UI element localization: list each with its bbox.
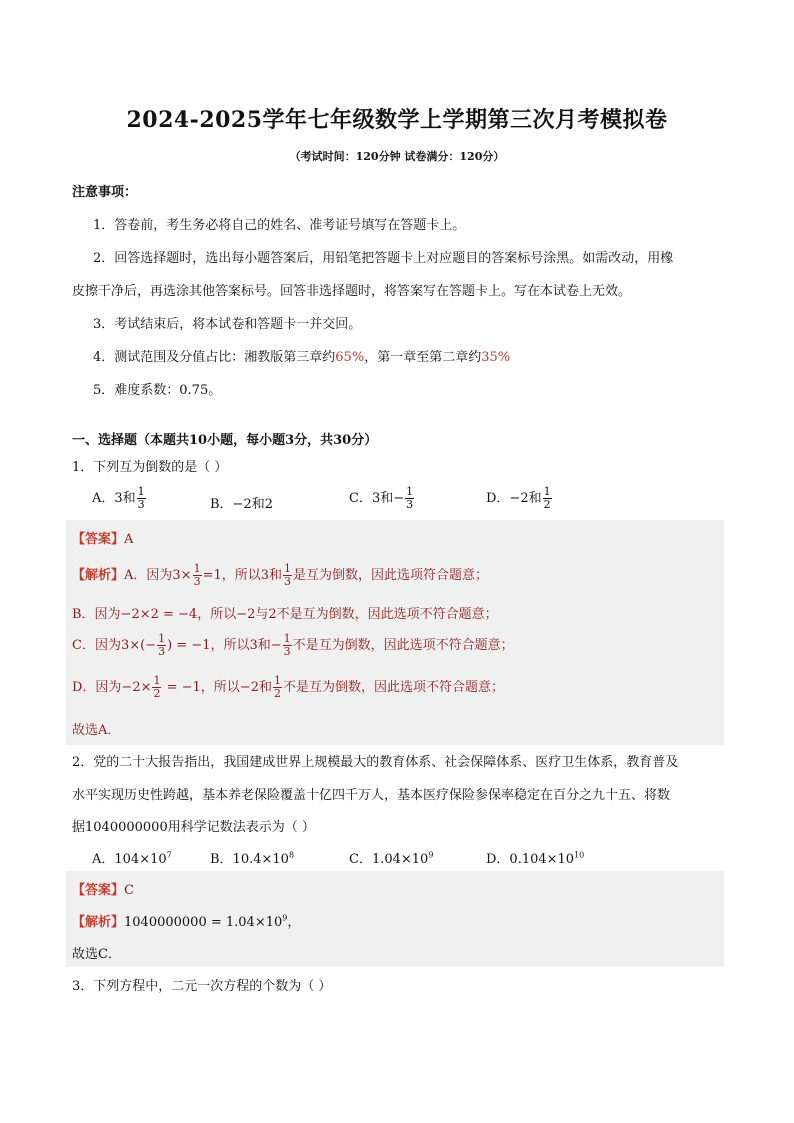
q2-option-b: B．$10.4\times 10^8$: [210, 850, 295, 867]
fraction: $\frac{1}{3}$: [284, 562, 292, 588]
q3-stem: 3．下列方程中，二元一次方程的个数为（ ）: [72, 979, 332, 994]
fraction: $\frac{1}{2}$: [273, 674, 281, 700]
q1-conclusion: 故选A．: [72, 723, 121, 738]
fraction: $\frac{1}{2}$: [153, 674, 161, 700]
fraction: $\frac{1}{3}$: [158, 632, 166, 658]
q2-answer: 【答案】C: [72, 883, 134, 898]
q1-stem: 1．下列互为倒数的是（ ）: [72, 460, 228, 475]
fraction: $\frac{1}{3}$: [193, 562, 201, 588]
q2-stem-line-2: 水平实现历史性跨越，基本养老保险覆盖十亿四千万人，基本医疗保险参保率稳定在百分之九十五、将数: [72, 788, 671, 803]
q1-option-d: D．−2和 $\frac{1}{2}$: [486, 485, 551, 511]
q2-stem-line-3: 据1040000000用科学记数法表示为（ ）: [72, 820, 315, 835]
percent-ch1-2: 35%: [481, 350, 511, 365]
fraction: $\frac{1}{3}$: [283, 632, 291, 658]
fraction: $\frac{1}{2}$: [543, 485, 551, 511]
q1-analysis-line-2: B．因为−2×2 = −4，所以−2与2不是互为倒数，因此选项不符合题意；: [72, 607, 498, 622]
notice-item-1: 1．答卷前，考生务必将自己的姓名、准考证号填写在答题卡上。: [93, 218, 466, 233]
fraction: $\frac{1}{3}$: [406, 485, 414, 511]
notice-item-4: 4．测试范围及分值占比：湘教版第三章约65%，第一章至第二章约35%: [93, 350, 511, 365]
percent-ch3: 65%: [335, 350, 365, 365]
notice-item-3: 3．考试结束后，将本试卷和答题卡一并交回。: [93, 317, 362, 332]
q2-option-a: A．$104\times 10^7$: [92, 850, 172, 867]
q1-option-a: A．3和 $\frac{1}{3}$: [92, 485, 145, 511]
q1-analysis-line-1: 【解析】A．因为3× $\frac{1}{3}$ =1，所以3和 $\frac{1}{3}$ 是互为倒数，因此选项符合题意；: [72, 562, 489, 588]
fraction: $\frac{1}{3}$: [137, 485, 145, 511]
page-title: 2024-2025学年七年级数学上学期第三次月考模拟卷: [126, 107, 668, 133]
section-heading: 一、选择题（本题共10小题，每小题3分，共30分）: [72, 433, 378, 448]
notice-heading: 注意事项：: [72, 185, 138, 200]
q2-option-d: D．$0.104\times 10^{10}$: [486, 850, 585, 867]
q1-option-c: C．3和− $\frac{1}{3}$: [349, 485, 414, 511]
notice-item-2-cont: 皮擦干净后，再选涂其他答案标号。回答非选择题时，将答案写在答题卡上。写在本试卷上无效。: [72, 284, 632, 299]
q1-option-b: B．−2和2: [210, 497, 273, 512]
q1-answer: 【答案】A: [72, 532, 134, 547]
q1-analysis-line-4: D．因为−2× $\frac{1}{2}$ = −1，所以−2和 $\frac{1}{2}$ 不是互为倒数，因此选项不符合题意；: [72, 674, 504, 700]
notice-item-2: 2．回答选择题时，选出每小题答案后，用铅笔把答题卡上对应题目的答案标号涂黑。如需改动，用橡: [93, 251, 674, 266]
q2-analysis: 【解析】$1040000000 = 1.04\times 10^9$，: [72, 913, 301, 930]
q1-analysis-line-3: C．因为3×(− $\frac{1}{3}$ ) = −1，所以3和− $\frac{1}{3}$ 不是互为倒数，因此选项不符合题意；: [72, 632, 514, 658]
q2-option-c: C．$1.04\times 10^9$: [349, 850, 434, 867]
exam-info: （考试时间：120分钟 试卷满分：120分）: [289, 150, 505, 163]
q2-conclusion: 故选C．: [72, 947, 121, 962]
q2-stem-line-1: 2．党的二十大报告指出，我国建成世界上规模最大的教育体系、社会保障体系、医疗卫生体系，教育普及: [72, 755, 679, 770]
notice-item-5: 5．难度系数：0.75。: [93, 383, 222, 398]
